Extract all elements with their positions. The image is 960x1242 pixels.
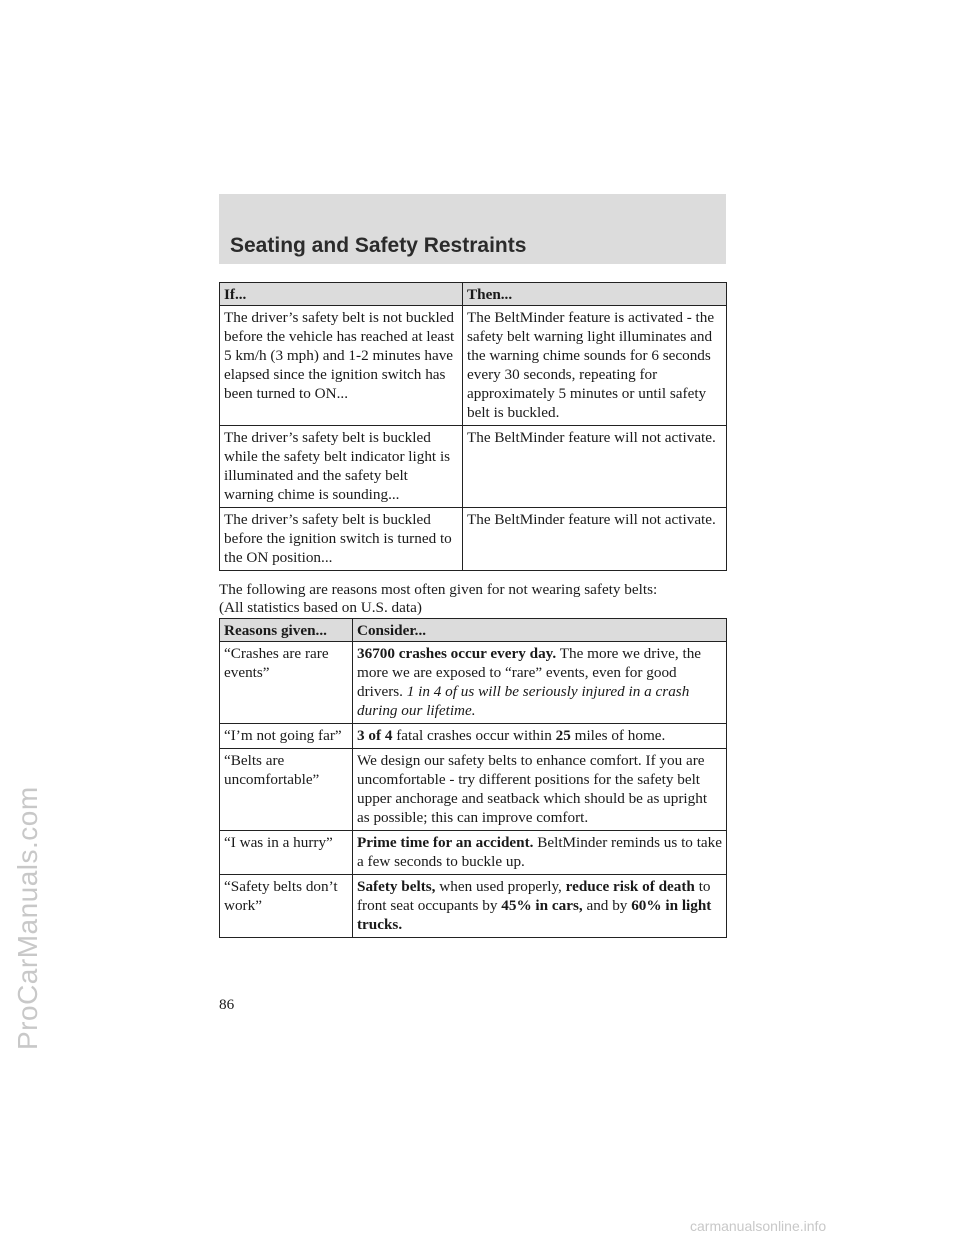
reason-cell: “I was in a hurry”	[220, 831, 353, 875]
condition-cell: The driver’s safety belt is not buckled before the vehicle has reached at least 5 km/h (3 mph) and 1-2 minutes have elapsed since the ignition switch has been turned to ON...	[220, 306, 463, 426]
bold-text: 45% in cars,	[501, 897, 583, 914]
footer-watermark: carmanualsonline.info	[690, 1218, 827, 1234]
reason-cell: “I’m not going far”	[220, 724, 353, 749]
table-row	[220, 426, 727, 508]
italic-text: 1 in 4 of us will be seriously injured in a crash during our lifetime.	[357, 683, 690, 719]
reason-cell: “Safety belts don’t work”	[220, 875, 353, 938]
column-header-consider: Consider...	[353, 619, 727, 642]
consider-cell	[353, 724, 727, 749]
body-text: and by	[582, 897, 632, 914]
bold-text: 3 of 4	[357, 727, 393, 744]
table-row	[220, 749, 727, 831]
table-row	[220, 508, 727, 571]
intro-note: (All statistics based on U.S. data)	[219, 599, 422, 616]
result-cell: The BeltMinder feature will not activate.	[463, 426, 727, 508]
section-title: Seating and Safety Restraints	[230, 234, 527, 257]
body-text: miles of home.	[570, 727, 666, 744]
table-row	[220, 875, 727, 938]
bold-text: 60% in light trucks.	[357, 897, 712, 933]
page-number: 86	[219, 996, 235, 1013]
body-text: The more we drive, the more we are exposed to “rare” events, even for good drivers.	[357, 645, 702, 700]
body-text: fatal crashes occur within	[392, 727, 556, 744]
body-text: when used properly,	[435, 878, 566, 895]
column-header-if: If...	[220, 283, 463, 306]
table-header-row	[220, 619, 727, 642]
result-cell: The BeltMinder feature is activated - the safety belt warning light illuminates and the warning chime sounds for 6 seconds every 30 seconds, repeating for approximately 5 minutes or until safety belt is buckled.	[463, 306, 727, 426]
condition-cell: The driver’s safety belt is buckled before the ignition switch is turned to the ON position...	[220, 508, 463, 571]
consider-cell	[353, 831, 727, 875]
bold-text: 36700 crashes occur every day.	[357, 645, 557, 662]
bold-text: 25	[555, 727, 571, 744]
bold-text: reduce risk of death	[565, 878, 695, 895]
table-row	[220, 831, 727, 875]
consider-cell: We design our safety belts to enhance comfort. If you are uncomfortable - try different positions for the safety belt upper anchorage and seatback which should be as upright as possible; this can improve comfort.	[353, 749, 727, 831]
column-header-reasons: Reasons given...	[220, 619, 353, 642]
table-row	[220, 306, 727, 426]
reason-cell: “Belts are uncomfortable”	[220, 749, 353, 831]
intro-paragraph	[219, 581, 729, 617]
bold-text: Safety belts,	[357, 878, 436, 895]
result-cell: The BeltMinder feature will not activate.	[463, 508, 727, 571]
condition-cell: The driver’s safety belt is buckled while the safety belt indicator light is illuminated and the safety belt warning chime is sounding...	[220, 426, 463, 508]
reasons-table	[219, 618, 727, 938]
consider-cell	[353, 875, 727, 938]
bold-text: Prime time for an accident.	[357, 834, 534, 851]
table-header-row	[220, 283, 727, 306]
reason-cell: “Crashes are rare events”	[220, 642, 353, 724]
table-row	[220, 724, 727, 749]
consider-cell	[353, 642, 727, 724]
column-header-then: Then...	[463, 283, 727, 306]
intro-line: The following are reasons most often given for not wearing safety belts:	[219, 581, 658, 598]
body-text: BeltMinder reminds us to take a few seconds to buckle up.	[357, 834, 722, 870]
body-text: to front seat occupants by	[357, 878, 711, 914]
table-row	[220, 642, 727, 724]
side-watermark: ProCarManuals.com	[12, 786, 43, 1050]
beltminder-table	[219, 282, 727, 571]
